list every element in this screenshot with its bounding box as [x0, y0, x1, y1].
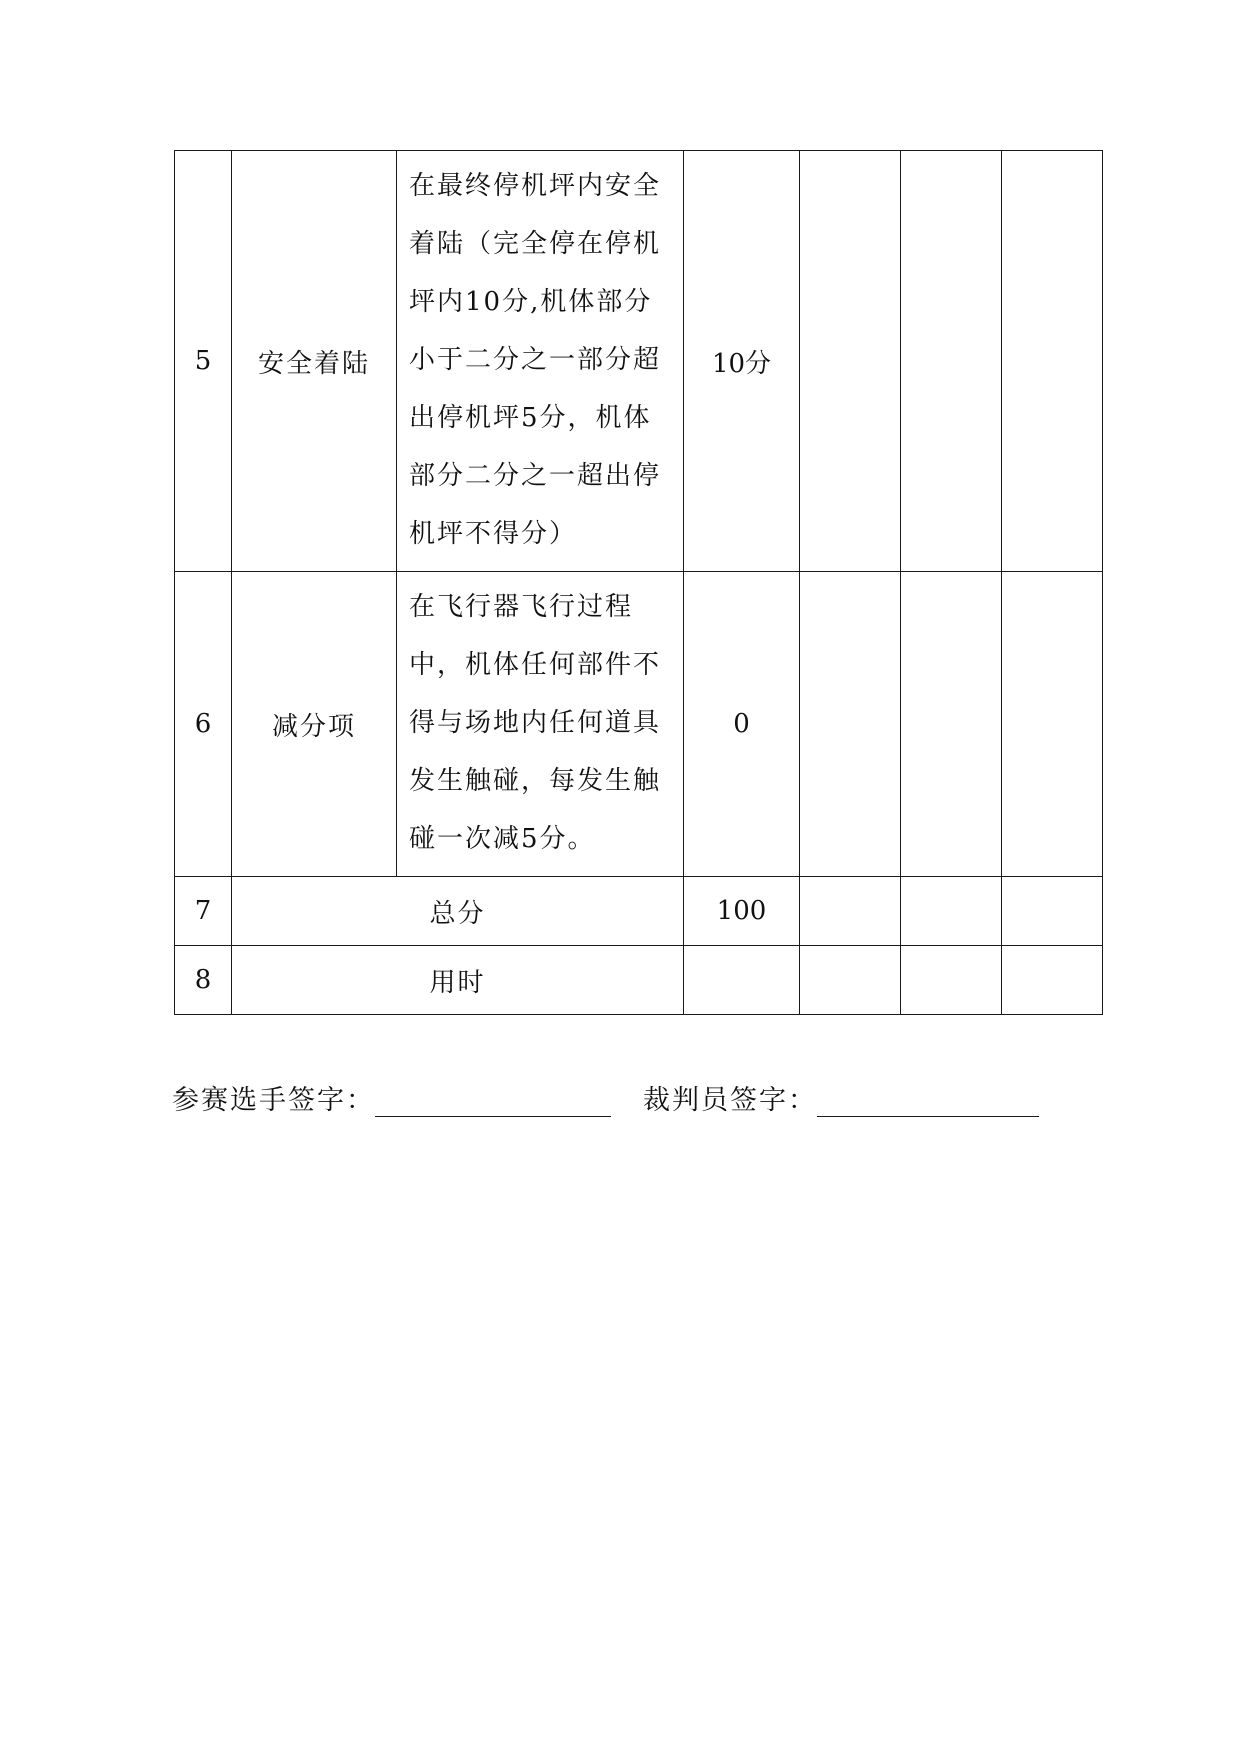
player-signature-field[interactable]	[375, 1084, 611, 1117]
score-cell[interactable]	[1002, 877, 1103, 946]
total-points: 100	[684, 877, 800, 946]
table-row	[175, 151, 1103, 572]
table-row	[175, 877, 1103, 946]
player-signature-label: 参赛选手签字：	[172, 1085, 375, 1116]
item-name: 安全着陆	[232, 151, 397, 572]
score-cell[interactable]	[800, 946, 901, 1015]
row-number: 6	[175, 572, 232, 877]
score-cell[interactable]	[901, 572, 1002, 877]
scoring-table	[174, 150, 1103, 1015]
table-row	[175, 946, 1103, 1015]
score-cell[interactable]	[901, 877, 1002, 946]
score-cell[interactable]	[800, 572, 901, 877]
score-cell[interactable]	[901, 151, 1002, 572]
judge-signature-field[interactable]	[817, 1084, 1039, 1117]
score-cell[interactable]	[1002, 151, 1103, 572]
time-points[interactable]	[684, 946, 800, 1015]
item-description: 在最终停机坪内安全着陆（完全停在停机坪内10分,机体部分小于二分之一部分超出停机坪5分，机体部分二分之一超出停机坪不得分）	[397, 151, 684, 572]
item-name: 减分项	[232, 572, 397, 877]
time-label: 用时	[232, 946, 684, 1015]
score-cell[interactable]	[800, 877, 901, 946]
score-cell[interactable]	[1002, 946, 1103, 1015]
total-label: 总分	[232, 877, 684, 946]
judge-signature-label: 裁判员签字：	[643, 1085, 817, 1116]
table-row	[175, 572, 1103, 877]
item-points: 10分	[684, 151, 800, 572]
signature-section	[172, 1078, 1039, 1117]
row-number: 8	[175, 946, 232, 1015]
score-cell[interactable]	[800, 151, 901, 572]
row-number: 5	[175, 151, 232, 572]
item-description: 在飞行器飞行过程中，机体任何部件不得与场地内任何道具发生触碰，每发生触碰一次减5分。	[397, 572, 684, 877]
score-cell[interactable]	[901, 946, 1002, 1015]
row-number: 7	[175, 877, 232, 946]
item-points: 0	[684, 572, 800, 877]
score-cell[interactable]	[1002, 572, 1103, 877]
